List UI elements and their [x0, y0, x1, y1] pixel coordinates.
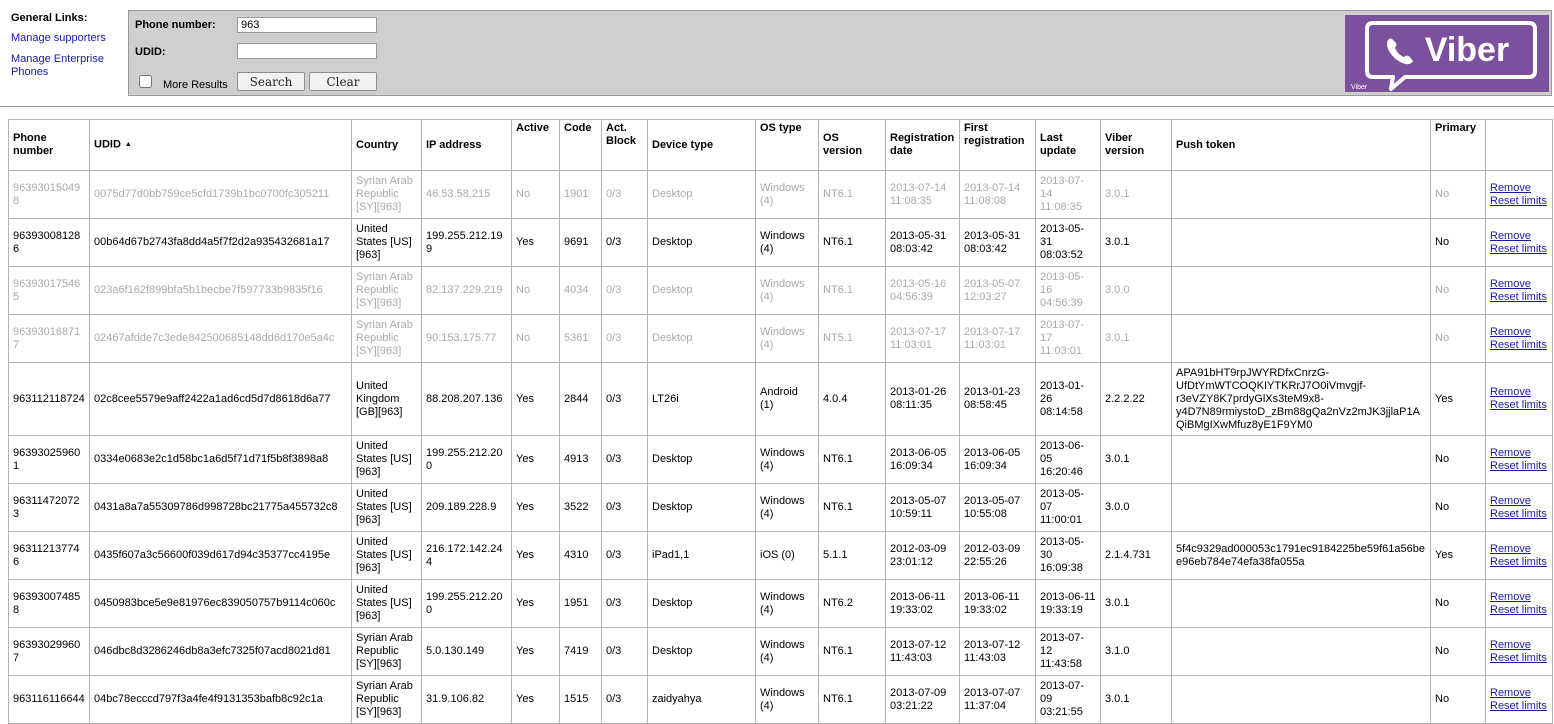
cell-viber-version: 3.0.1: [1101, 219, 1172, 267]
col-header-registration-date[interactable]: Registration date: [886, 120, 960, 171]
cell-registration-date: 2013-07-17 11:03:01: [886, 315, 960, 363]
cell-last-update: 2013-07-14 11:08:35: [1036, 171, 1101, 219]
cell-registration-date: 2013-05-31 08:03:42: [886, 219, 960, 267]
cell-registration-date: 2013-01-26 08:11:35: [886, 363, 960, 436]
cell-push-token: [1172, 219, 1431, 267]
cell-viber-version: 3.0.0: [1101, 484, 1172, 532]
cell-phone-number: 963930168717: [9, 315, 90, 363]
cell-code: 1515: [560, 676, 602, 724]
cell-primary: No: [1431, 484, 1486, 532]
cell-os-type: Windows (4): [756, 171, 819, 219]
udid-label: UDID:: [135, 46, 166, 58]
cell-os-type: Windows (4): [756, 267, 819, 315]
cell-last-update: 2013-01-26 08:14:58: [1036, 363, 1101, 436]
cell-code: 4310: [560, 532, 602, 580]
cell-viber-version: 3.0.1: [1101, 436, 1172, 484]
cell-udid: 00b64d67b2743fa8dd4a5f7f2d2a935432681a17: [90, 219, 352, 267]
cell-actions: [1486, 315, 1553, 363]
cell-ip-address: 216.172.142.244: [422, 532, 512, 580]
cell-os-type: Windows (4): [756, 436, 819, 484]
cell-actions: [1486, 580, 1553, 628]
cell-udid: 0075d77d0bb759ce5cfd1739b1bc0700fc305211: [90, 171, 352, 219]
cell-push-token: [1172, 267, 1431, 315]
cell-country: Syrian Arab Republic [SY][963]: [352, 171, 422, 219]
cell-country: United States [US][963]: [352, 532, 422, 580]
cell-actions: [1486, 436, 1553, 484]
cell-country: Syrian Arab Republic [SY][963]: [352, 315, 422, 363]
remove-link[interactable]: Remove: [1490, 386, 1531, 398]
cell-last-update: 2013-06-05 16:20:46: [1036, 436, 1101, 484]
cell-primary: No: [1431, 628, 1486, 676]
cell-actions: [1486, 676, 1553, 724]
cell-country: United Kingdom [GB][963]: [352, 363, 422, 436]
cell-act-block: 0/3: [602, 363, 648, 436]
col-header-viber-version[interactable]: Viber version: [1101, 120, 1172, 171]
col-header-country[interactable]: Country: [352, 120, 422, 171]
cell-last-update: 2013-05-16 04:56:39: [1036, 267, 1101, 315]
cell-ip-address: 88.208.207.136: [422, 363, 512, 436]
cell-viber-version: 2.2.2.22: [1101, 363, 1172, 436]
col-header-device-type[interactable]: Device type: [648, 120, 756, 171]
cell-primary: No: [1431, 676, 1486, 724]
cell-phone-number: 963930081286: [9, 219, 90, 267]
general-links-panel: [11, 12, 121, 87]
col-header-os-type[interactable]: OS type: [756, 120, 819, 171]
cell-active: Yes: [512, 532, 560, 580]
cell-act-block: 0/3: [602, 171, 648, 219]
cell-first-registration: 2013-05-07 12:03:27: [960, 267, 1036, 315]
cell-device-type: zaidyahya: [648, 676, 756, 724]
cell-os-version: NT6.1: [819, 267, 886, 315]
reset-limits-link[interactable]: Reset limits: [1490, 242, 1547, 255]
reset-limits-link[interactable]: Reset limits: [1490, 507, 1547, 520]
cell-act-block: 0/3: [602, 436, 648, 484]
cell-code: 2844: [560, 363, 602, 436]
cell-push-token: [1172, 436, 1431, 484]
col-header-first-registration[interactable]: First registration: [960, 120, 1036, 171]
cell-phone-number: 963930150498: [9, 171, 90, 219]
cell-os-version: NT6.1: [819, 628, 886, 676]
cell-device-type: Desktop: [648, 436, 756, 484]
cell-actions: [1486, 219, 1553, 267]
cell-country: United States [US][963]: [352, 436, 422, 484]
cell-os-version: NT6.1: [819, 484, 886, 532]
cell-os-type: Windows (4): [756, 315, 819, 363]
reset-limits-link[interactable]: Reset limits: [1490, 699, 1547, 712]
cell-first-registration: 2013-07-07 11:37:04: [960, 676, 1036, 724]
cell-device-type: Desktop: [648, 171, 756, 219]
cell-viber-version: 2.1.4.731: [1101, 532, 1172, 580]
search-button[interactable]: Search: [237, 72, 305, 91]
table-row: [9, 315, 1553, 363]
clear-button[interactable]: Clear: [309, 72, 377, 91]
cell-os-type: Windows (4): [756, 628, 819, 676]
cell-os-version: 5.1.1: [819, 532, 886, 580]
reset-limits-link[interactable]: Reset limits: [1490, 459, 1547, 472]
cell-device-type: Desktop: [648, 628, 756, 676]
table-row: [9, 171, 1553, 219]
udid-input[interactable]: [237, 43, 377, 59]
cell-ip-address: 5.0.130.149: [422, 628, 512, 676]
cell-act-block: 0/3: [602, 267, 648, 315]
table-row: [9, 580, 1553, 628]
cell-country: United States [US][963]: [352, 219, 422, 267]
cell-push-token: [1172, 580, 1431, 628]
cell-primary: No: [1431, 267, 1486, 315]
cell-udid: 04bc78ecccd797f3a4fe4f9131353bafb8c92c1a: [90, 676, 352, 724]
viber-logo: [1345, 15, 1549, 92]
cell-os-type: Windows (4): [756, 580, 819, 628]
remove-link[interactable]: Remove: [1490, 446, 1531, 459]
col-header-ip-address[interactable]: IP address: [422, 120, 512, 171]
cell-registration-date: 2013-05-07 10:59:11: [886, 484, 960, 532]
cell-actions: [1486, 363, 1553, 436]
cell-first-registration: 2013-05-07 10:55:08: [960, 484, 1036, 532]
cell-country: Syrian Arab Republic [SY][963]: [352, 267, 422, 315]
cell-os-version: NT6.1: [819, 219, 886, 267]
col-header-primary[interactable]: Primary: [1431, 120, 1486, 171]
cell-udid: 0431a8a7a55309786d998728bc21775a455732c8: [90, 484, 352, 532]
cell-first-registration: 2013-05-31 08:03:42: [960, 219, 1036, 267]
col-header-active[interactable]: Active: [512, 120, 560, 171]
cell-primary: No: [1431, 315, 1486, 363]
cell-ip-address: 199.255.212.200: [422, 436, 512, 484]
cell-code: 4034: [560, 267, 602, 315]
cell-os-type: Windows (4): [756, 484, 819, 532]
cell-primary: No: [1431, 580, 1486, 628]
cell-primary: Yes: [1431, 363, 1486, 436]
cell-code: 7419: [560, 628, 602, 676]
sort-ascending-icon: ▲: [124, 141, 132, 149]
more-results-checkbox[interactable]: [139, 75, 152, 88]
cell-country: Syrian Arab Republic [SY][963]: [352, 628, 422, 676]
remove-link[interactable]: Remove: [1490, 590, 1531, 603]
cell-push-token: [1172, 676, 1431, 724]
cell-udid: 0435f607a3c56600f039d617d94c35377cc4195e: [90, 532, 352, 580]
cell-active: No: [512, 267, 560, 315]
cell-act-block: 0/3: [602, 532, 648, 580]
remove-link[interactable]: Remove: [1490, 277, 1531, 290]
cell-last-update: 2013-06-11 19:33:19: [1036, 580, 1101, 628]
cell-phone-number: 963930259601: [9, 436, 90, 484]
table-header-row: [9, 120, 1553, 171]
cell-first-registration: 2013-07-14 11:08:08: [960, 171, 1036, 219]
cell-last-update: 2013-05-07 11:00:01: [1036, 484, 1101, 532]
cell-viber-version: 3.0.1: [1101, 580, 1172, 628]
cell-phone-number: 963116116644: [9, 676, 90, 724]
table-row: [9, 436, 1553, 484]
cell-os-type: Windows (4): [756, 219, 819, 267]
cell-ip-address: 31.9.106.82: [422, 676, 512, 724]
cell-active: No: [512, 315, 560, 363]
col-header-last-update[interactable]: Last update: [1036, 120, 1101, 171]
cell-registration-date: 2013-05-16 04:56:39: [886, 267, 960, 315]
cell-country: United States [US][963]: [352, 580, 422, 628]
cell-device-type: Desktop: [648, 315, 756, 363]
search-panel: [128, 10, 1552, 96]
cell-last-update: 2013-05-30 16:09:38: [1036, 532, 1101, 580]
cell-active: Yes: [512, 363, 560, 436]
cell-phone-number: 963114720723: [9, 484, 90, 532]
cell-last-update: 2013-07-09 03:21:55: [1036, 676, 1101, 724]
cell-primary: Yes: [1431, 532, 1486, 580]
cell-device-type: Desktop: [648, 219, 756, 267]
cell-act-block: 0/3: [602, 628, 648, 676]
cell-viber-version: 3.0.1: [1101, 171, 1172, 219]
reset-limits-link[interactable]: Reset limits: [1490, 555, 1547, 568]
cell-first-registration: 2013-06-11 19:33:02: [960, 580, 1036, 628]
cell-last-update: 2013-07-17 11:03:01: [1036, 315, 1101, 363]
cell-ip-address: 90.153.175.77: [422, 315, 512, 363]
cell-primary: No: [1431, 436, 1486, 484]
remove-link[interactable]: Remove: [1490, 686, 1531, 699]
table-row: [9, 676, 1553, 724]
cell-udid: 02c8cee5579e9aff2422a1ad6cd5d7d8618d6a77: [90, 363, 352, 436]
col-header-udid[interactable]: UDID ▲: [90, 120, 352, 171]
cell-ip-address: 209.189.228.9: [422, 484, 512, 532]
cell-registration-date: 2013-06-11 19:33:02: [886, 580, 960, 628]
cell-act-block: 0/3: [602, 676, 648, 724]
cell-udid: 0334e0683e2c1d58bc1a6d5f71d71f5b8f3898a8: [90, 436, 352, 484]
col-header-os-version[interactable]: OS version: [819, 120, 886, 171]
table-row: [9, 267, 1553, 315]
cell-active: Yes: [512, 580, 560, 628]
cell-code: 1901: [560, 171, 602, 219]
cell-phone-number: 963112137746: [9, 532, 90, 580]
cell-udid: 023a6f162f899bfa5b1becbe7f597733b9835f16: [90, 267, 352, 315]
remove-link[interactable]: Remove: [1490, 638, 1531, 651]
phone-icon: [1387, 39, 1413, 65]
cell-os-type: iOS (0): [756, 532, 819, 580]
cell-country: United States [US][963]: [352, 484, 422, 532]
reset-limits-link[interactable]: Reset limits: [1490, 399, 1547, 411]
col-header-push-token[interactable]: Push token: [1172, 120, 1431, 171]
cell-os-type: Windows (4): [756, 676, 819, 724]
cell-os-version: 4.0.4: [819, 363, 886, 436]
cell-actions: [1486, 628, 1553, 676]
cell-push-token: APA91bHT9rpJWYRDfxCnrzG-UfDtYmWTCOQKIYTKRrJ7O0iVmvgjf-r3eVZY8K7prdyGlXs3teM9x8-y4D7N89rmiystoD_zBm88gQa2nVz2mJK3jjlaP1AQiBMgIXwMfuz8yE1F9YM0: [1172, 363, 1431, 436]
cell-registration-date: 2013-07-12 11:43:03: [886, 628, 960, 676]
cell-registration-date: 2012-03-09 23:01:12: [886, 532, 960, 580]
cell-device-type: Desktop: [648, 267, 756, 315]
cell-registration-date: 2013-07-09 03:21:22: [886, 676, 960, 724]
table-row: [9, 628, 1553, 676]
reset-limits-link[interactable]: Reset limits: [1490, 194, 1547, 207]
viber-logo-small-text: Viber: [1351, 84, 1368, 91]
manage-enterprise-phones-link[interactable]: Manage Enterprise Phones: [11, 53, 104, 78]
cell-os-version: NT5.1: [819, 315, 886, 363]
remove-link[interactable]: Remove: [1490, 325, 1531, 338]
table-row: [9, 219, 1553, 267]
col-header-code[interactable]: Code: [560, 120, 602, 171]
cell-udid: 02467afdde7c3ede842500685148dd6d170e5a4c: [90, 315, 352, 363]
cell-push-token: [1172, 628, 1431, 676]
cell-device-type: LT26i: [648, 363, 756, 436]
cell-first-registration: 2013-07-12 11:43:03: [960, 628, 1036, 676]
cell-device-type: iPad1,1: [648, 532, 756, 580]
reset-limits-link[interactable]: Reset limits: [1490, 290, 1547, 303]
remove-link[interactable]: Remove: [1490, 542, 1531, 555]
viber-logo-graphic: [1345, 15, 1549, 92]
manage-supporters-link[interactable]: Manage supporters: [11, 32, 106, 44]
cell-primary: No: [1431, 219, 1486, 267]
viber-logo-text: Viber: [1424, 31, 1510, 69]
reset-limits-link[interactable]: Reset limits: [1490, 603, 1547, 616]
cell-code: 9691: [560, 219, 602, 267]
more-results-label: More Results: [163, 79, 228, 91]
reset-limits-link[interactable]: Reset limits: [1490, 338, 1547, 351]
cell-push-token: [1172, 484, 1431, 532]
results-table: [8, 119, 1553, 724]
table-row: [9, 532, 1553, 580]
cell-active: Yes: [512, 484, 560, 532]
cell-viber-version: 3.0.1: [1101, 315, 1172, 363]
reset-limits-link[interactable]: Reset limits: [1490, 651, 1547, 664]
table-body: [9, 171, 1553, 724]
remove-link[interactable]: Remove: [1490, 494, 1531, 507]
cell-udid: 046dbc8d3286246db8a3efc7325f07acd8021d81: [90, 628, 352, 676]
phone-number-input[interactable]: [237, 17, 377, 33]
cell-ip-address: 199.255.212.200: [422, 580, 512, 628]
cell-actions: [1486, 484, 1553, 532]
remove-link[interactable]: Remove: [1490, 229, 1531, 242]
cell-last-update: 2013-07-12 11:43:58: [1036, 628, 1101, 676]
col-header-phone-number[interactable]: Phone number: [9, 120, 90, 171]
cell-registration-date: 2013-07-14 11:08:35: [886, 171, 960, 219]
cell-device-type: Desktop: [648, 580, 756, 628]
cell-device-type: Desktop: [648, 484, 756, 532]
cell-actions: [1486, 171, 1553, 219]
remove-link[interactable]: Remove: [1490, 181, 1531, 194]
cell-ip-address: 46.53.58.215: [422, 171, 512, 219]
cell-first-registration: 2012-03-09 22:55:26: [960, 532, 1036, 580]
cell-first-registration: 2013-01-23 08:58:45: [960, 363, 1036, 436]
cell-os-version: NT6.2: [819, 580, 886, 628]
cell-ip-address: 82.137.229.219: [422, 267, 512, 315]
cell-code: 5361: [560, 315, 602, 363]
cell-phone-number: 963930175465: [9, 267, 90, 315]
cell-phone-number: 963930299607: [9, 628, 90, 676]
cell-os-version: NT6.1: [819, 171, 886, 219]
general-links-title: General Links:: [11, 12, 88, 24]
cell-actions: [1486, 267, 1553, 315]
cell-active: Yes: [512, 676, 560, 724]
cell-first-registration: 2013-06-05 16:09:34: [960, 436, 1036, 484]
header-divider: [0, 106, 1554, 107]
cell-country: Syrian Arab Republic [SY][963]: [352, 676, 422, 724]
cell-active: No: [512, 171, 560, 219]
cell-os-type: Android (1): [756, 363, 819, 436]
cell-phone-number: 963112118724: [9, 363, 90, 436]
cell-phone-number: 963930074858: [9, 580, 90, 628]
cell-push-token: [1172, 315, 1431, 363]
cell-act-block: 0/3: [602, 580, 648, 628]
col-header-act-block[interactable]: Act. Block: [602, 120, 648, 171]
cell-ip-address: 199.255.212.199: [422, 219, 512, 267]
cell-udid: 0450983bce5e9e81976ec839050757b9114c060c: [90, 580, 352, 628]
cell-act-block: 0/3: [602, 315, 648, 363]
cell-push-token: [1172, 171, 1431, 219]
cell-primary: No: [1431, 171, 1486, 219]
cell-viber-version: 3.0.0: [1101, 267, 1172, 315]
table-row: [9, 363, 1553, 436]
cell-code: 4913: [560, 436, 602, 484]
cell-active: Yes: [512, 628, 560, 676]
cell-active: Yes: [512, 436, 560, 484]
cell-actions: [1486, 532, 1553, 580]
phone-number-label: Phone number:: [135, 19, 216, 31]
cell-act-block: 0/3: [602, 219, 648, 267]
cell-first-registration: 2013-07-17 11:03:01: [960, 315, 1036, 363]
cell-active: Yes: [512, 219, 560, 267]
cell-code: 1951: [560, 580, 602, 628]
cell-os-version: NT6.1: [819, 676, 886, 724]
table-row: [9, 484, 1553, 532]
cell-viber-version: 3.1.0: [1101, 628, 1172, 676]
cell-code: 3522: [560, 484, 602, 532]
col-header-actions: [1486, 120, 1553, 171]
cell-registration-date: 2013-06-05 16:09:34: [886, 436, 960, 484]
cell-last-update: 2013-05-31 08:03:52: [1036, 219, 1101, 267]
cell-os-version: NT6.1: [819, 436, 886, 484]
cell-viber-version: 3.0.1: [1101, 676, 1172, 724]
cell-push-token: 5f4c9329ad000053c1791ec9184225be59f61a56be e96eb784e74efa38fa055a: [1172, 532, 1431, 580]
cell-act-block: 0/3: [602, 484, 648, 532]
